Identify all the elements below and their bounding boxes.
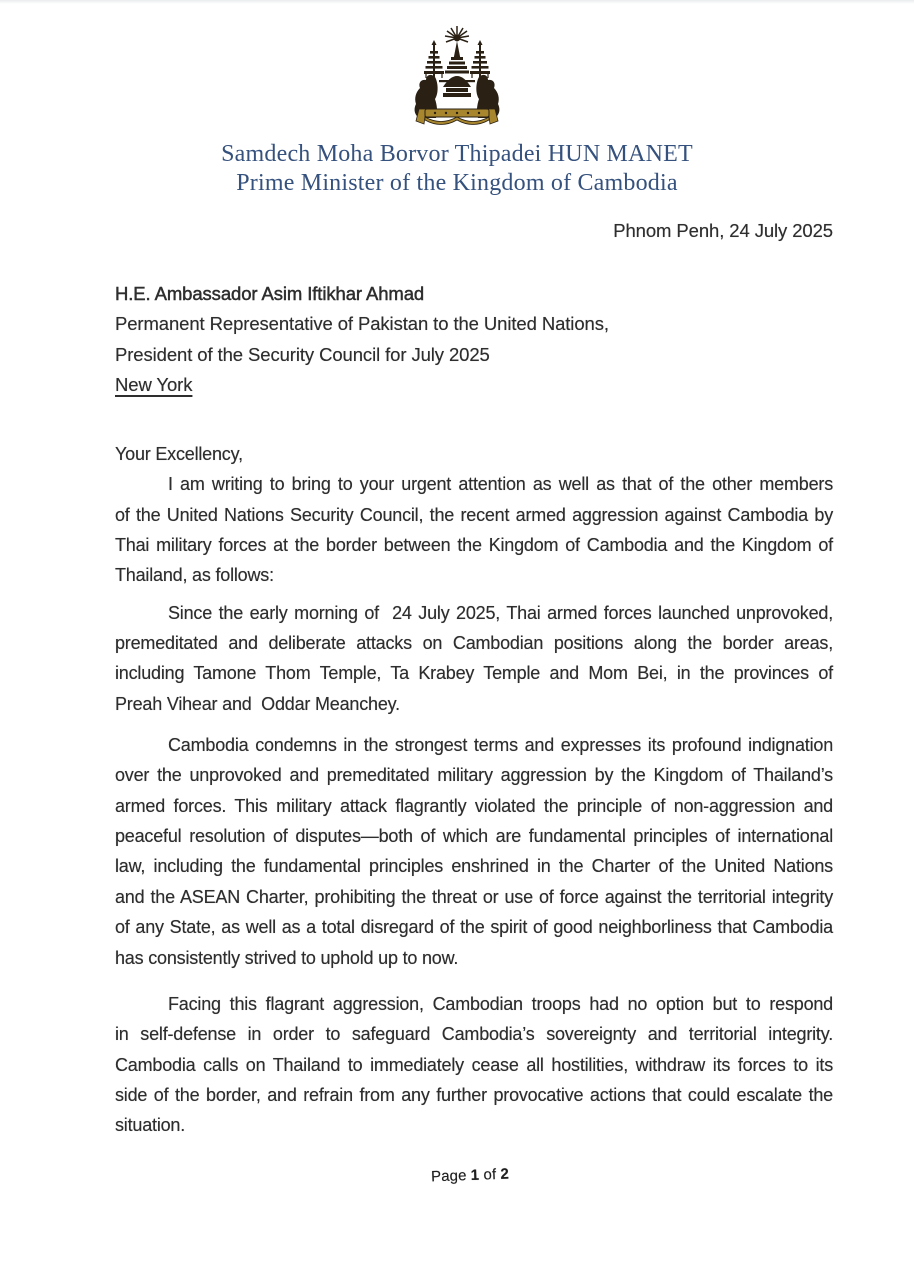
paragraph-line: premeditated and deliberate attacks on Cambodian positions along the border areas, <box>115 633 833 654</box>
dateline: Phnom Penh, 24 July 2025 <box>613 220 833 241</box>
paragraph-line: of the United Nations Security Council, the recent armed aggression against Cambodia by <box>115 504 833 525</box>
paragraph-line: and the ASEAN Charter, prohibiting the threat or use of force against the territorial integrity <box>115 886 833 907</box>
paragraph-line: over the unprovoked and premeditated military aggression by the Kingdom of Thailand’s <box>115 765 833 786</box>
letter-body <box>115 439 833 1141</box>
paragraph-line: Cambodia calls on Thailand to immediately cease all hostilities, withdraw its forces to its <box>115 1054 833 1075</box>
body-paragraph <box>115 730 833 973</box>
recipient-line: New York <box>115 373 193 395</box>
page-footer <box>431 1166 509 1186</box>
recipient-line: President of the Security Council for July 2025 <box>115 343 490 365</box>
drapery-base <box>416 109 498 125</box>
paragraph-line: peaceful resolution of disputes—both of which are fundamental principles of international <box>115 826 833 847</box>
paragraph-line: including Tamone Thom Temple, Ta Krabey Temple and Mom Bei, in the provinces of <box>115 663 833 684</box>
paragraph-line: Cambodia condemns in the strongest terms and expresses its profound indignation <box>168 735 833 756</box>
body-paragraph <box>115 469 833 590</box>
paragraph-line: I am writing to bring to your urgent attention as well as that of the other members <box>168 474 833 495</box>
paragraph-line: Preah Vihear and Oddar Meanchey. <box>115 693 400 714</box>
recipient-block <box>115 279 609 400</box>
paragraph-line: side of the border, and refrain from any further provocative actions that could escalate the <box>115 1084 833 1105</box>
paragraph-line: in self-defense in order to safeguard Cambodia’s sovereignty and territorial integrity. <box>115 1024 833 1045</box>
paragraph-line: Since the early morning of 24 July 2025, Thai armed forces launched unprovoked, <box>168 602 833 623</box>
footer-of-label: of <box>483 1166 497 1184</box>
body-paragraph <box>115 598 833 719</box>
cambodia-royal-arms-emblem <box>405 25 509 131</box>
paragraph-line: situation. <box>115 1115 186 1136</box>
sender-office-title: Prime Minister of the Kingdom of Cambodia <box>236 169 678 196</box>
footer-total-pages: 2 <box>500 1165 510 1183</box>
paragraph-line: Thai military forces at the border between the Kingdom of Cambodia and the Kingdom of <box>115 535 833 556</box>
salutation: Your Excellency, <box>115 444 243 464</box>
recipient-line: H.E. Ambassador Asim Iftikhar Ahmad <box>115 283 425 304</box>
paragraph-line: Thailand, as follows: <box>115 565 274 586</box>
letterhead <box>0 140 914 197</box>
body-paragraph <box>115 989 833 1141</box>
recipient-line: Permanent Representative of Pakistan to the United Nations, <box>115 313 609 335</box>
footer-page-number: 1 <box>470 1166 480 1184</box>
scan-edge <box>0 0 914 4</box>
paragraph-line: armed forces. This military attack flagrantly violated the principle of non-aggression and <box>115 795 833 816</box>
paragraph-line: has consistently strived to uphold up to now. <box>115 947 459 968</box>
footer-page-label: Page <box>430 1167 467 1186</box>
sender-honorific-title: Samdech Moha Borvor Thipadei HUN MANET <box>221 141 693 167</box>
paragraph-line: Facing this flagrant aggression, Cambodian troops had no option but to respond <box>168 993 833 1014</box>
paragraph-line: law, including the fundamental principles enshrined in the Charter of the United Nations <box>115 856 833 877</box>
paragraph-line: of any State, as well as a total disregard of the spirit of good neighborliness that Cambodia <box>115 917 833 938</box>
